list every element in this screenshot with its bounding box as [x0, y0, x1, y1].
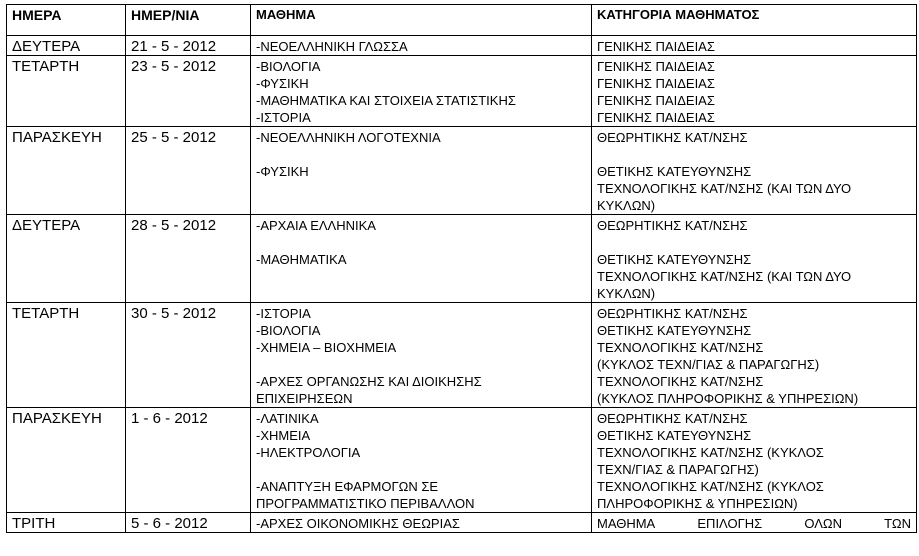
- category-cell: [592, 127, 917, 215]
- table-row: [7, 215, 917, 303]
- subject-line: -ΒΙΟΛΟΓΙΑ: [256, 59, 321, 74]
- category-line: ΤΕΧΝ/ΓΙΑΣ & ΠΑΡΑΓΩΓΗΣ): [597, 462, 759, 477]
- category-word: ΕΠΙΛΟΓΗΣ: [697, 516, 763, 531]
- category-word: ΜΑΘΗΜΑ: [597, 516, 656, 531]
- table-row: [7, 513, 917, 533]
- category-cell: [592, 303, 917, 408]
- category-line: ΓΕΝΙΚΗΣ ΠΑΙΔΕΙΑΣ: [597, 76, 715, 91]
- subject-cell: [251, 215, 592, 303]
- table-row: [7, 36, 917, 56]
- subject-cell: [251, 513, 592, 533]
- header-day: ΗΜΕΡΑ: [7, 5, 126, 36]
- category-cell: [592, 408, 917, 513]
- category-line: ΤΕΧΝΟΛΟΓΙΚΗΣ ΚΑΤ/ΝΣΗΣ (ΚΑΙ ΤΩΝ ΔΥΟ: [597, 181, 852, 196]
- category-line: ΘΕΩΡΗΤΙΚΗΣ ΚΑΤ/ΝΣΗΣ: [597, 411, 748, 426]
- category-line: ΘΕΩΡΗΤΙΚΗΣ ΚΑΤ/ΝΣΗΣ: [597, 306, 748, 321]
- day-cell: ΤΡΙΤΗ: [7, 513, 126, 533]
- category-line: ΓΕΝΙΚΗΣ ΠΑΙΔΕΙΑΣ: [597, 39, 715, 54]
- header-subject: ΜΑΘΗΜΑ: [251, 5, 592, 36]
- date-cell: 25 - 5 - 2012: [126, 127, 251, 215]
- subject-cell: [251, 408, 592, 513]
- subject-line: ΠΡΟΓΡΑΜΜΑΤΙΣΤΙΚΟ ΠΕΡΙΒΑΛΛΟΝ: [256, 496, 475, 511]
- category-line: ΚΥΚΛΩΝ): [597, 198, 656, 213]
- day-cell: ΠΑΡΑΣΚΕΥΗ: [7, 127, 126, 215]
- subject-line: -ΒΙΟΛΟΓΙΑ: [256, 323, 321, 338]
- exam-schedule-table: [6, 4, 917, 533]
- category-cell: [592, 56, 917, 127]
- category-line: ΤΕΧΝΟΛΟΓΙΚΗΣ ΚΑΤ/ΝΣΗΣ: [597, 374, 764, 389]
- category-line: ΘΕΩΡΗΤΙΚΗΣ ΚΑΤ/ΝΣΗΣ: [597, 130, 748, 145]
- category-line: ΤΕΧΝΟΛΟΓΙΚΗΣ ΚΑΤ/ΝΣΗΣ: [597, 340, 764, 355]
- category-line: ΘΕΩΡΗΤΙΚΗΣ ΚΑΤ/ΝΣΗΣ: [597, 218, 748, 233]
- category-cell: [592, 36, 917, 56]
- category-line: (ΚΥΚΛΟΣ ΤΕΧΝ/ΓΙΑΣ & ΠΑΡΑΓΩΓΗΣ): [597, 357, 820, 372]
- subject-cell: [251, 36, 592, 56]
- date-cell: 1 - 6 - 2012: [126, 408, 251, 513]
- category-line: ΓΕΝΙΚΗΣ ΠΑΙΔΕΙΑΣ: [597, 93, 715, 108]
- subject-line: -ΑΡΧΕΣ ΟΡΓΑΝΩΣΗΣ ΚΑΙ ΔΙΟΙΚΗΣΗΣ: [256, 374, 482, 389]
- day-cell: ΔΕΥΤΕΡΑ: [7, 215, 126, 303]
- date-cell: 28 - 5 - 2012: [126, 215, 251, 303]
- category-line: ΤΕΧΝΟΛΟΓΙΚΗΣ ΚΑΤ/ΝΣΗΣ (ΚΑΙ ΤΩΝ ΔΥΟ: [597, 269, 852, 284]
- subject-line: ΕΠΙΧΕΙΡΗΣΕΩΝ: [256, 391, 353, 406]
- category-line: [597, 515, 911, 532]
- subject-line: -ΗΛΕΚΤΡΟΛΟΓΙΑ: [256, 445, 361, 460]
- subject-line: -ΑΝΑΠΤΥΞΗ ΕΦΑΡΜΟΓΩΝ ΣΕ: [256, 479, 439, 494]
- category-line: ΠΛΗΡΟΦΟΡΙΚΗΣ & ΥΠΗΡΕΣΙΩΝ): [597, 496, 798, 511]
- subject-cell: [251, 56, 592, 127]
- category-word: ΤΩΝ: [884, 516, 911, 531]
- header-row: [7, 5, 917, 36]
- header-category: ΚΑΤΗΓΟΡΙΑ ΜΑΘΗΜΑΤΟΣ: [592, 5, 917, 36]
- subject-line: -ΧΗΜΕΙΑ – ΒΙΟΧΗΜΕΙΑ: [256, 340, 397, 355]
- day-cell: ΤΕΤΑΡΤΗ: [7, 56, 126, 127]
- subject-line: -ΑΡΧΕΣ ΟΙΚΟΝΟΜΙΚΗΣ ΘΕΩΡΙΑΣ: [256, 516, 460, 531]
- category-line: ΓΕΝΙΚΗΣ ΠΑΙΔΕΙΑΣ: [597, 59, 715, 74]
- subject-line: -ΙΣΤΟΡΙΑ: [256, 110, 311, 125]
- category-line: ΘΕΤΙΚΗΣ ΚΑΤΕΥΘΥΝΣΗΣ: [597, 323, 752, 338]
- category-line: ΘΕΤΙΚΗΣ ΚΑΤΕΥΘΥΝΣΗΣ: [597, 428, 752, 443]
- category-line: ΘΕΤΙΚΗΣ ΚΑΤΕΥΘΥΝΣΗΣ: [597, 252, 752, 267]
- date-cell: 5 - 6 - 2012: [126, 513, 251, 533]
- subject-line: -ΛΑΤΙΝΙΚΑ: [256, 411, 319, 426]
- category-line: ΤΕΧΝΟΛΟΓΙΚΗΣ ΚΑΤ/ΝΣΗΣ (ΚΥΚΛΟΣ: [597, 445, 824, 460]
- category-line: ΚΥΚΛΩΝ): [597, 286, 656, 301]
- category-line: ΓΕΝΙΚΗΣ ΠΑΙΔΕΙΑΣ: [597, 110, 715, 125]
- table-row: [7, 303, 917, 408]
- table-row: [7, 408, 917, 513]
- header-date: ΗΜΕΡ/ΝΙΑ: [126, 5, 251, 36]
- subject-line: -ΧΗΜΕΙΑ: [256, 428, 311, 443]
- subject-cell: [251, 303, 592, 408]
- subject-line: -ΙΣΤΟΡΙΑ: [256, 306, 311, 321]
- subject-line: -ΝΕΟΕΛΛΗΝΙΚΗ ΓΛΩΣΣΑ: [256, 39, 408, 54]
- subject-line: -ΑΡΧΑΙΑ ΕΛΛΗΝΙΚΑ: [256, 218, 376, 233]
- subject-cell: [251, 127, 592, 215]
- date-cell: 30 - 5 - 2012: [126, 303, 251, 408]
- category-cell: [592, 215, 917, 303]
- subject-line: -ΜΑΘΗΜΑΤΙΚΑ: [256, 252, 347, 267]
- category-line: (ΚΥΚΛΟΣ ΠΛΗΡΟΦΟΡΙΚΗΣ & ΥΠΗΡΕΣΙΩΝ): [597, 391, 859, 406]
- category-line: ΘΕΤΙΚΗΣ ΚΑΤΕΥΘΥΝΣΗΣ: [597, 164, 752, 179]
- table-row: [7, 56, 917, 127]
- day-cell: ΤΕΤΑΡΤΗ: [7, 303, 126, 408]
- subject-line: -ΜΑΘΗΜΑΤΙΚΑ ΚΑΙ ΣΤΟΙΧΕΙΑ ΣΤΑΤΙΣΤΙΚΗΣ: [256, 93, 516, 108]
- table-row: [7, 127, 917, 215]
- day-cell: ΠΑΡΑΣΚΕΥΗ: [7, 408, 126, 513]
- category-line: ΤΕΧΝΟΛΟΓΙΚΗΣ ΚΑΤ/ΝΣΗΣ (ΚΥΚΛΟΣ: [597, 479, 824, 494]
- category-cell: [592, 513, 917, 533]
- category-word: ΟΛΩΝ: [804, 516, 842, 531]
- day-cell: ΔΕΥΤΕΡΑ: [7, 36, 126, 56]
- date-cell: 23 - 5 - 2012: [126, 56, 251, 127]
- date-cell: 21 - 5 - 2012: [126, 36, 251, 56]
- subject-line: -ΦΥΣΙΚΗ: [256, 76, 309, 91]
- subject-line: -ΦΥΣΙΚΗ: [256, 164, 309, 179]
- subject-line: -ΝΕΟΕΛΛΗΝΙΚΗ ΛΟΓΟΤΕΧΝΙΑ: [256, 130, 441, 145]
